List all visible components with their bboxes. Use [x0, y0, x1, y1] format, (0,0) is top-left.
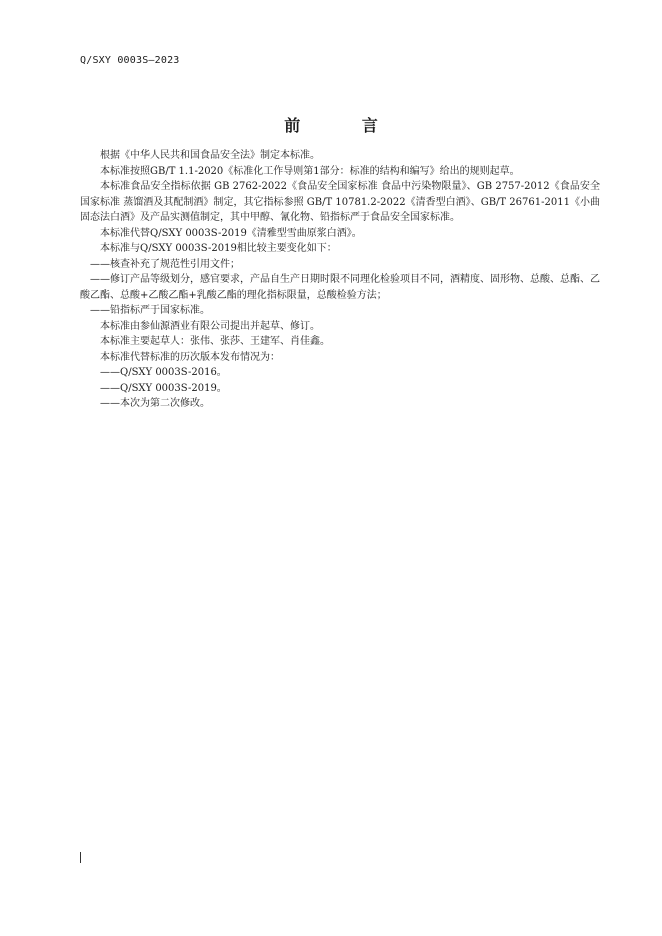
page-title: 前 言: [284, 116, 406, 135]
paragraph-version-history: 本标准代替标准的历次版本发布情况为：: [100, 351, 280, 363]
paragraph-proposer: 本标准由参仙源酒业有限公司提出并起草、修订。: [100, 320, 320, 332]
history-item: ——本次为第二次修改。: [100, 398, 210, 409]
change-item: ——铅指标严于国家标准。: [90, 305, 210, 316]
paragraph-replaces: 本标准代替Q/SXY 0003S-2019《清雅型雪曲原浆白酒》。: [100, 227, 362, 239]
foreword-body: [80, 148, 600, 412]
history-item: ——Q/SXY 0003S-2016。: [100, 367, 227, 378]
change-item: ——修订产品等级划分，感官要求，产品自生产日期时限不同理化检验项目不同，酒精度、固形物、总酸、总酯、乙酸乙酯、总酸+乙酸乙酯+乳酸乙酯的理化指标限量，总酸检验方法；: [80, 274, 600, 301]
change-item: ——核查补充了规范性引用文件；: [90, 258, 240, 270]
paragraph-main-changes: 本标准与Q/SXY 0003S-2019相比较主要变化如下：: [100, 243, 337, 254]
paragraph-drafting-rules: 本标准按照GB/T 1.1-2020《标准化工作导则第1部分：标准的结构和编写》给出的规则起草。: [100, 165, 520, 177]
history-item: ——Q/SXY 0003S-2019。: [100, 382, 227, 394]
document-code: Q/SXY 0003S—2023: [80, 55, 180, 66]
paragraph-drafters: 本标准主要起草人：张伟、张莎、王建军、肖佳鑫。: [100, 336, 330, 347]
paragraph-legal-basis: 根据《中华人民共和国食品安全法》制定本标准。: [100, 150, 320, 161]
page-number-marker: [80, 852, 81, 863]
paragraph-safety-indicators: 本标准食品安全指标依据 GB 2762-2022《食品安全国家标准 食品中污染物限量》、GB 2757-2012《食品安全国家标准 蒸馏酒及其配制酒》制定，其它指标参照 GB/T 10781.2-2022《清香型白酒》、GB/T 26761-2011《小曲固态法白酒》及产品实测值制定，其中甲醇、氰化物、铅指标严于食品安全国家标准。: [80, 181, 600, 223]
